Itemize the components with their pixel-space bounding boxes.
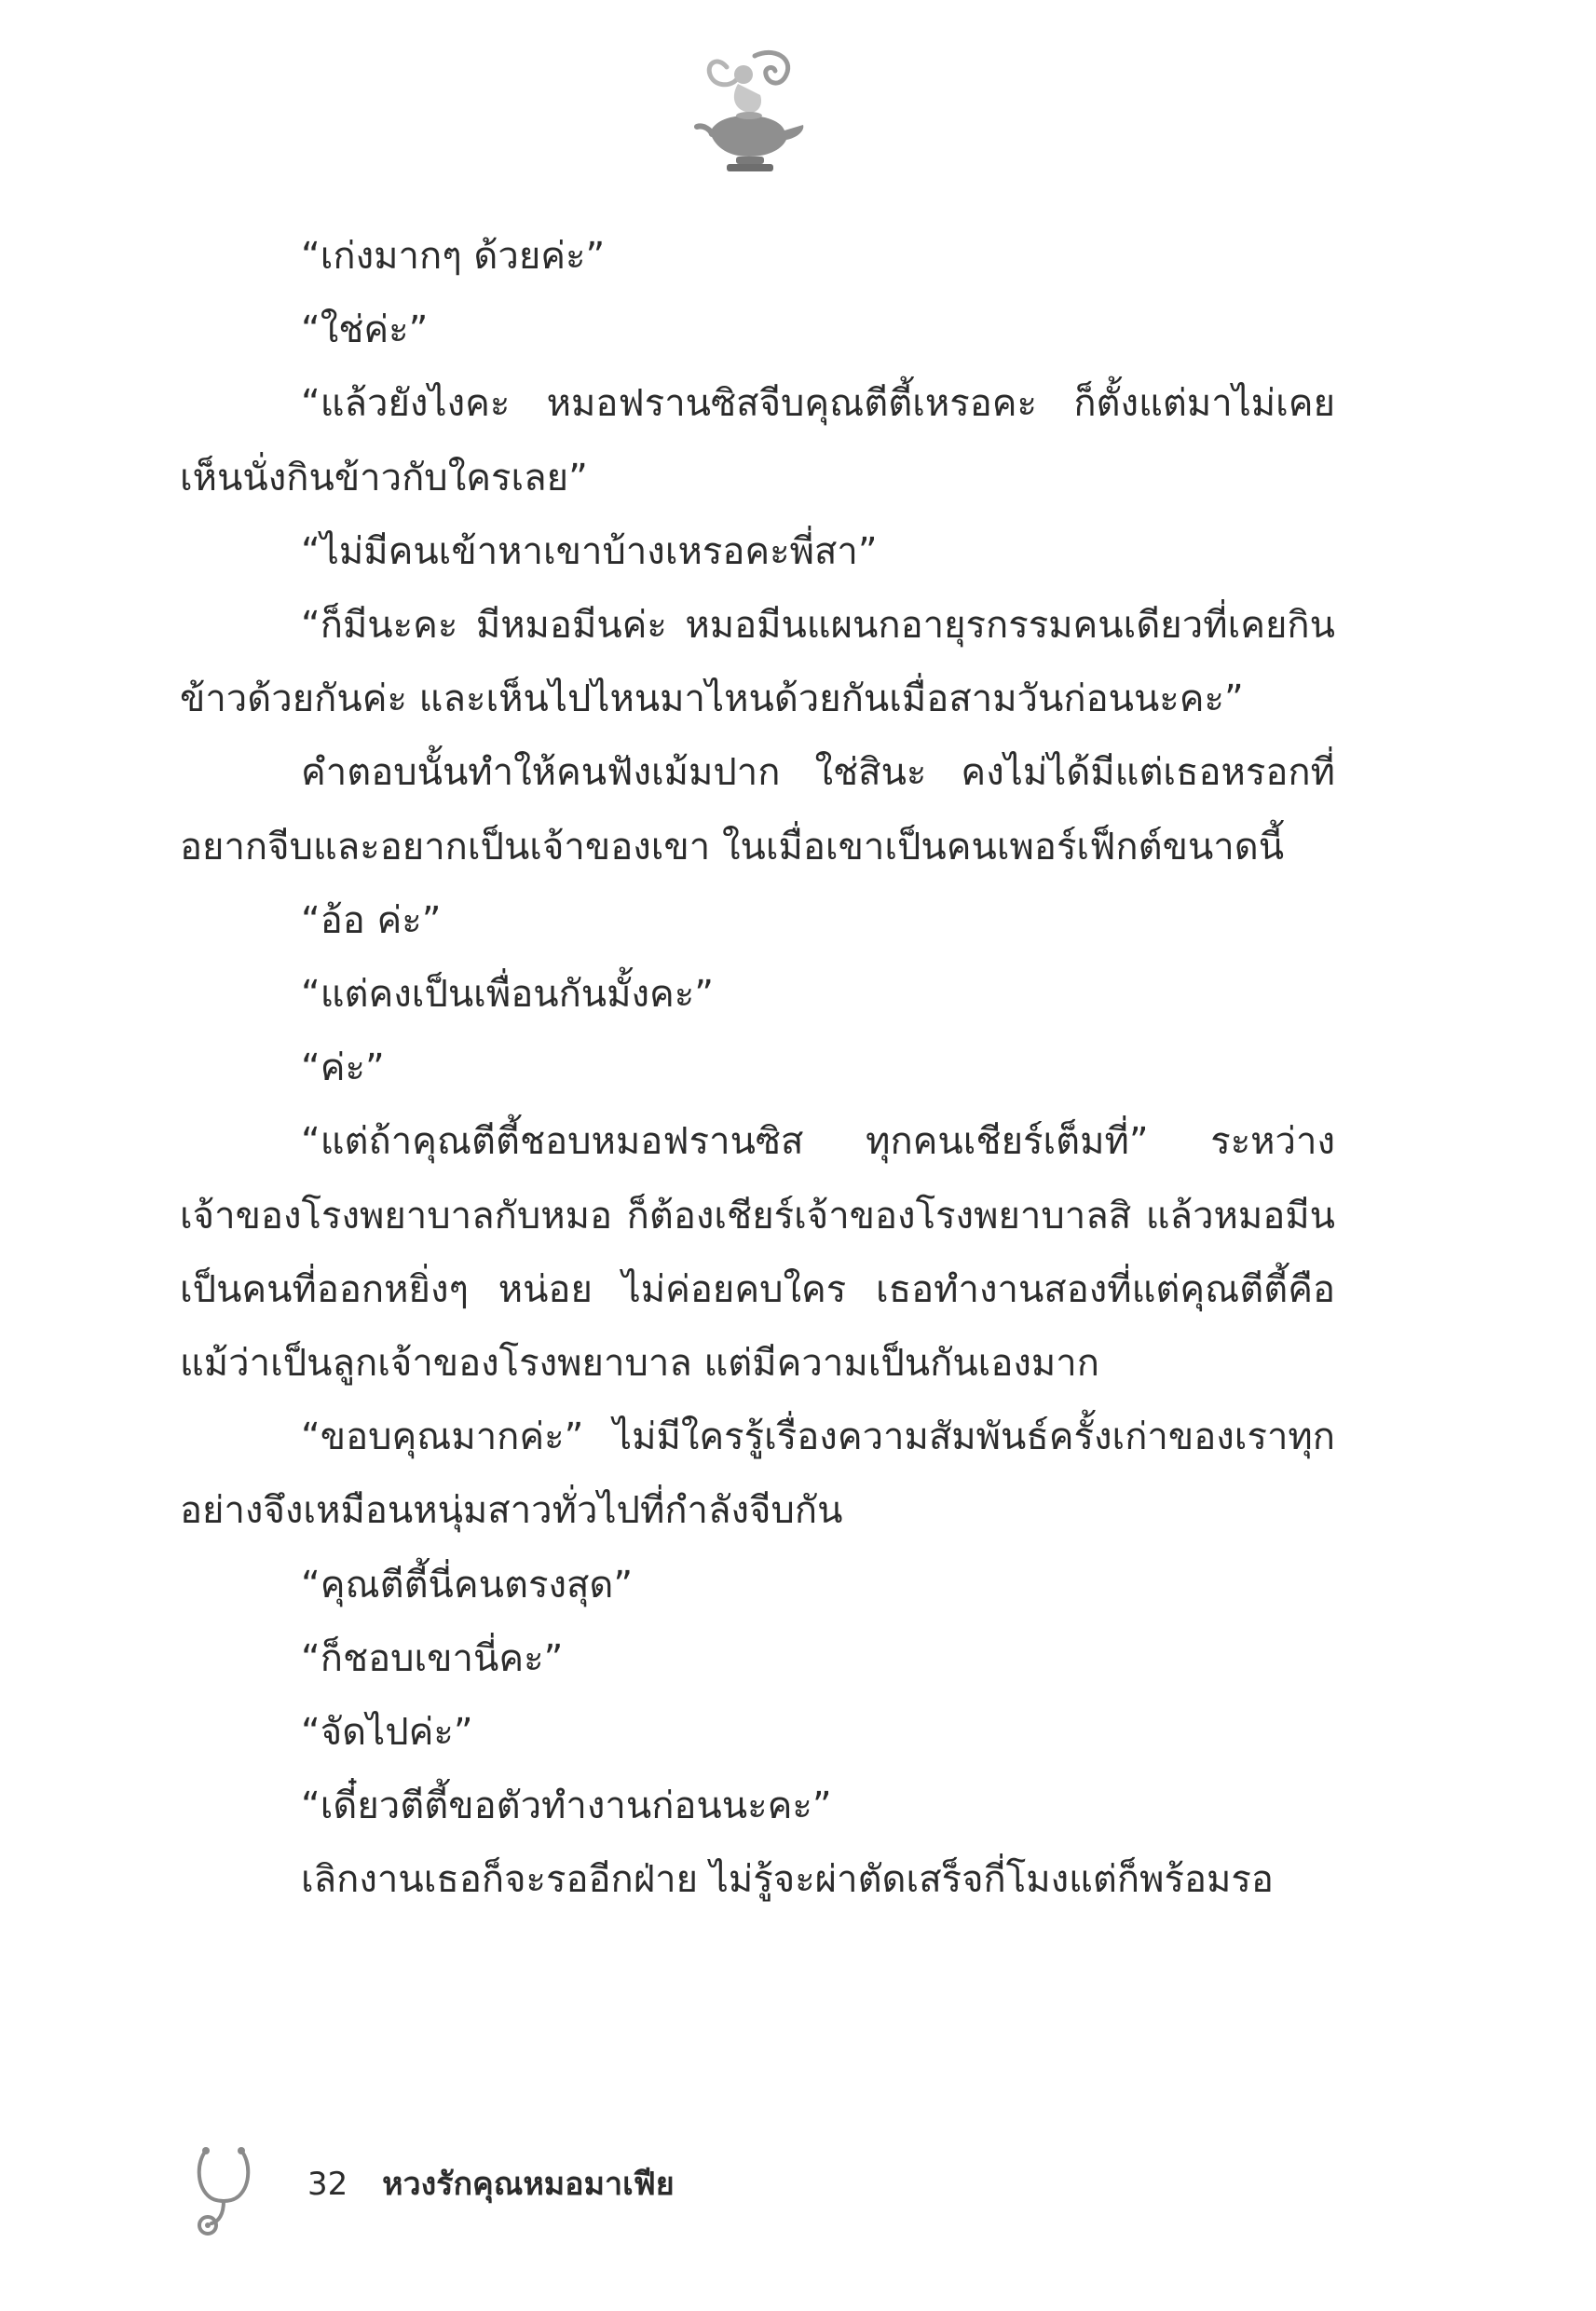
book-title: หวงรักคุณหมอมาเฟีย	[382, 2166, 675, 2203]
paragraph: เลิกงานเธอก็จะรออีกฝ่าย ไม่รู้จะผ่าตัดเสร็จกี่โมงแต่ก็พร้อมรอ	[301, 1858, 1274, 1902]
paragraph: “แล้วยังไงคะ หมอฟรานซิสจีบคุณตีตี้เหรอคะ ก็ตั้งแต่มาไม่เคยเห็นนั่งกินข้าวกับใครเลย”	[180, 382, 1335, 499]
cupid-genie-lamp-icon	[689, 47, 811, 177]
paragraph: “เก่งมากๆ ด้วยค่ะ”	[301, 235, 606, 278]
paragraph: “ค่ะ”	[301, 1046, 385, 1090]
paragraph: “เดี๋ยวตีตี้ขอตัวทำงานก่อนนะคะ”	[301, 1785, 832, 1828]
paragraph: “จัดไปค่ะ”	[301, 1711, 473, 1755]
paragraph: “อ้อ ค่ะ”	[301, 898, 442, 942]
paragraph: “ก็ชอบเขานี่คะ”	[301, 1636, 564, 1680]
stethoscope-icon	[191, 2143, 256, 2236]
paragraph: “ก็มีนะคะ มีหมอมีนค่ะ หมอมีนแผนกอายุรกรรมคนเดียวที่เคยกินข้าวด้วยกันค่ะ และเห็นไปไหนมาไหนด้วยกันเมื่อสามวันก่อนนะคะ”	[180, 604, 1335, 721]
paragraph: “แต่ถ้าคุณตีตี้ชอบหมอฟรานซิส ทุกคนเชียร์เต็มที่” ระหว่างเจ้าของโรงพยาบาลกับหมอ ก็ต้องเชียร์เจ้าของโรงพยาบาลสิ แล้วหมอมีนเป็นคนที่ออกหยิ่งๆ หน่อย ไม่ค่อยคบใคร เธอทำงานสองที่แต่คุณตีตี้คือแม้ว่าเป็นลูกเจ้าของโรงพยาบาล แต่มีความเป็นกันเองมาก	[180, 1120, 1335, 1386]
paragraph: “ขอบคุณมากค่ะ” ไม่มีใครรู้เรื่องความสัมพันธ์ครั้งเก่าของเราทุกอย่างจึงเหมือนหนุ่มสาวทั่วไปที่กำลังจีบกัน	[180, 1415, 1335, 1533]
paragraph: “ไม่มีคนเข้าหาเขาบ้างเหรอคะพี่สา”	[301, 529, 878, 573]
paragraph: “แต่คงเป็นเพื่อนกันมั้งคะ”	[301, 973, 715, 1017]
page-footer	[307, 2158, 675, 2208]
paragraph: “คุณตีตี้นี่คนตรงสุด”	[301, 1563, 634, 1607]
page-number: 32	[307, 2166, 348, 2203]
paragraph: “ใช่ค่ะ”	[301, 308, 429, 352]
body-text	[180, 220, 1335, 1918]
paragraph: คำตอบนั้นทำให้คนฟังเม้มปาก ใช่สินะ คงไม่ได้มีแต่เธอหรอกที่อยากจีบและอยากเป็นเจ้าของเขา ในเมื่อเขาเป็นคนเพอร์เฟ็กต์ขนาดนี้	[180, 751, 1335, 868]
